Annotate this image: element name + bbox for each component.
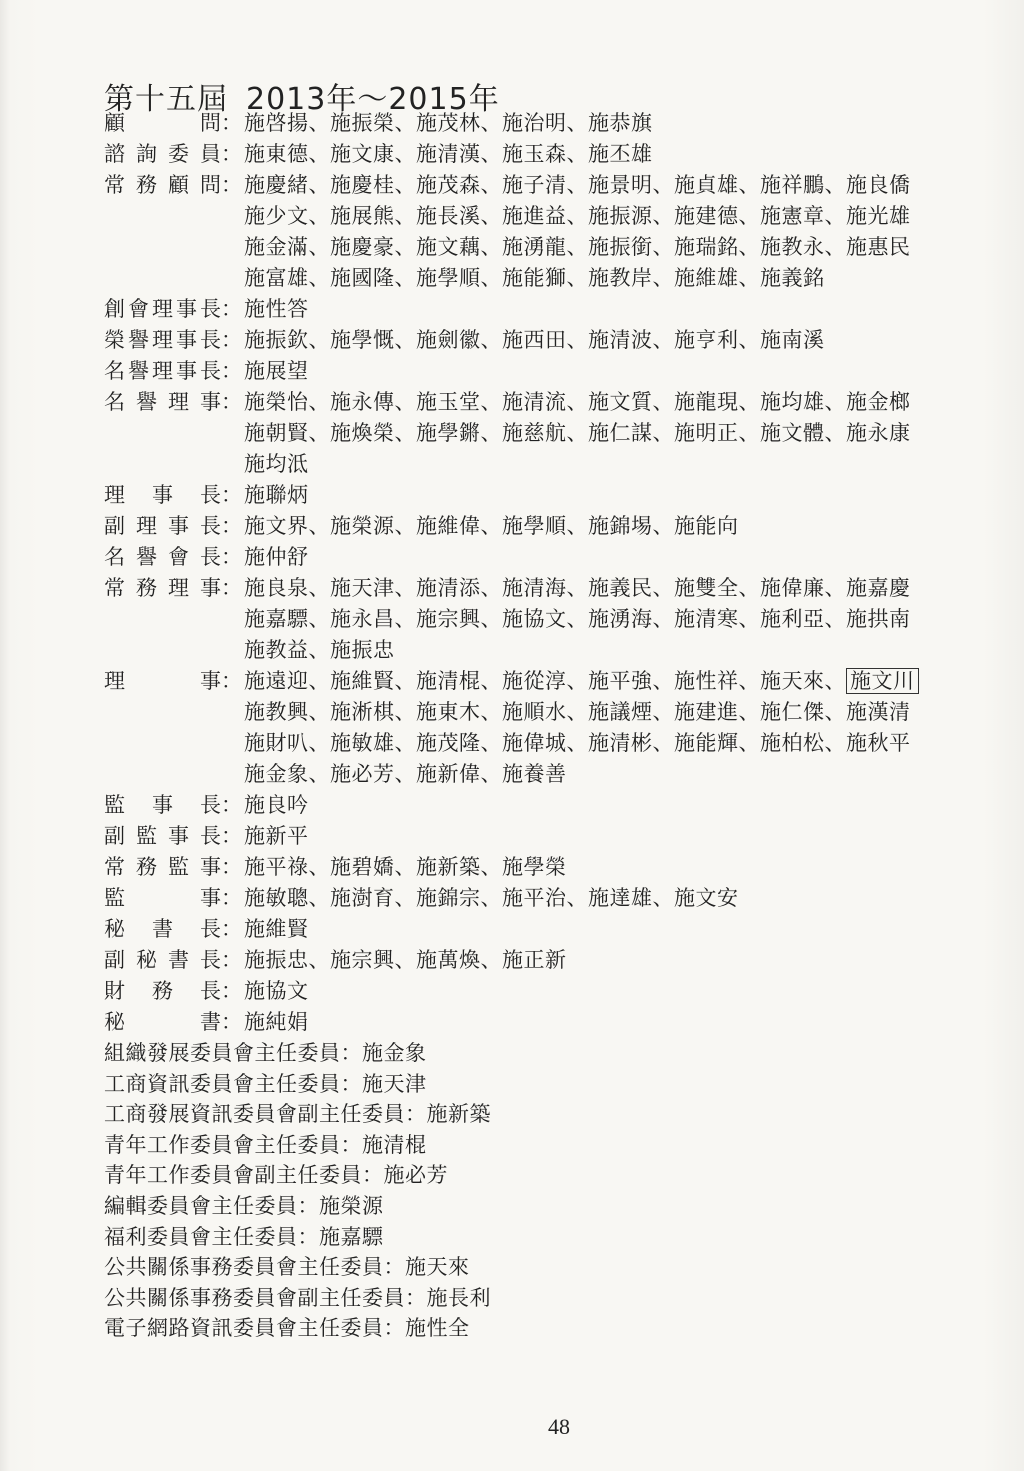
member-names <box>244 945 984 976</box>
member-names <box>244 325 984 356</box>
names-line <box>244 387 984 418</box>
label-colon: ： <box>221 297 242 321</box>
role-row <box>104 387 984 480</box>
names-line <box>244 976 984 1007</box>
names-line <box>244 418 984 449</box>
names-line <box>244 728 984 759</box>
label-colon: ： <box>221 142 242 166</box>
names-text: 施教興、施淅棋、施東木、施順水、施議煙、施建進、施仁傑、施漢清 <box>244 700 911 724</box>
names-line <box>244 325 984 356</box>
role-label-text: 秘書長 <box>104 917 221 941</box>
names-line <box>244 449 984 480</box>
role-row <box>104 945 984 976</box>
names-line <box>244 697 984 728</box>
role-row <box>104 170 984 294</box>
role-label-text: 副監事長 <box>104 824 221 848</box>
label-colon: ： <box>221 390 242 414</box>
member-names <box>244 108 984 139</box>
role-label-text: 財務長 <box>104 979 221 1003</box>
names-text: 施金滿、施慶豪、施文藕、施湧龍、施振銜、施瑞銘、施教永、施惠民 <box>244 235 911 259</box>
role-list <box>104 108 984 1344</box>
committee-row: 青年工作委員會副主任委員：施必芳 <box>104 1163 448 1188</box>
role-row <box>104 821 984 852</box>
member-names <box>244 511 984 542</box>
names-line <box>244 914 984 945</box>
role-row <box>104 480 984 511</box>
role-label <box>104 821 244 852</box>
label-colon: ： <box>221 514 242 538</box>
member-names <box>244 387 984 480</box>
role-label <box>104 914 244 945</box>
label-colon: ： <box>221 483 242 507</box>
names-text: 施新平 <box>244 824 309 848</box>
names-text: 施良吟 <box>244 793 309 817</box>
boxed-name: 施文川 <box>846 668 919 694</box>
role-label-text: 常務監事 <box>104 855 221 879</box>
role-label <box>104 666 244 697</box>
names-line <box>244 604 984 635</box>
committee-row: 公共關係事務委員會主任委員：施天來 <box>104 1255 470 1280</box>
committee-row: 福利委員會主任委員：施嘉驃 <box>104 1224 384 1249</box>
role-row <box>104 325 984 356</box>
role-row <box>104 976 984 1007</box>
names-text: 施仲舒 <box>244 545 309 569</box>
label-colon: ： <box>221 917 242 941</box>
role-row <box>104 914 984 945</box>
label-colon: ： <box>221 328 242 352</box>
role-row <box>104 790 984 821</box>
names-text: 施均泜 <box>244 452 309 476</box>
committee-row: 工商發展資訊委員會副主任委員：施新築 <box>104 1102 491 1127</box>
member-names <box>244 1007 984 1038</box>
member-names <box>244 790 984 821</box>
names-text: 施富雄、施國隆、施學順、施能獅、施教岸、施維雄、施義銘 <box>244 266 825 290</box>
member-names <box>244 914 984 945</box>
label-colon: ： <box>221 979 242 1003</box>
role-label-text: 監事長 <box>104 793 221 817</box>
committee-row: 組織發展委員會主任委員：施金象 <box>104 1041 427 1065</box>
names-text: 施展望 <box>244 359 309 383</box>
role-label <box>104 108 244 139</box>
label-colon: ： <box>221 793 242 817</box>
label-colon: ： <box>221 576 242 600</box>
member-names <box>244 666 984 790</box>
role-label-text: 創會理事長 <box>104 297 221 321</box>
names-line <box>244 263 984 294</box>
names-line <box>244 139 984 170</box>
role-label <box>104 139 244 170</box>
names-line <box>244 666 984 697</box>
names-line <box>244 945 984 976</box>
label-colon: ： <box>221 545 242 569</box>
member-names <box>244 139 984 170</box>
member-names <box>244 821 984 852</box>
role-label <box>104 790 244 821</box>
role-row <box>104 573 984 666</box>
names-line <box>244 821 984 852</box>
label-colon: ： <box>221 824 242 848</box>
role-label <box>104 387 244 418</box>
names-text: 施榮怡、施永傳、施玉堂、施清流、施文質、施龍現、施均雄、施金榔 <box>244 390 911 414</box>
names-text: 施性答 <box>244 297 309 321</box>
names-text: 施慶緒、施慶桂、施茂森、施子清、施景明、施貞雄、施祥鵬、施良僑 <box>244 173 911 197</box>
label-colon: ： <box>221 1010 242 1034</box>
role-label-text: 監事 <box>104 886 221 910</box>
role-row <box>104 1007 984 1038</box>
names-text: 施少文、施展熊、施長溪、施進益、施振源、施建德、施憲章、施光雄 <box>244 204 911 228</box>
names-line <box>244 852 984 883</box>
term-title: 第十五屆 <box>104 82 228 117</box>
role-label-text: 常務理事 <box>104 576 221 600</box>
role-label <box>104 170 244 201</box>
role-label-text: 名譽理事 <box>104 390 221 414</box>
names-text: 施敏聰、施澍育、施錦宗、施平治、施達雄、施文安 <box>244 886 739 910</box>
role-label <box>104 480 244 511</box>
member-names <box>244 976 984 1007</box>
committee-row: 編輯委員會主任委員：施榮源 <box>104 1193 384 1218</box>
names-line <box>244 480 984 511</box>
member-names <box>244 883 984 914</box>
names-line <box>244 790 984 821</box>
label-colon: ： <box>221 111 242 135</box>
names-text: 施振欽、施學慨、施劍徽、施西田、施清波、施亨利、施南溪 <box>244 328 825 352</box>
role-row <box>104 356 984 387</box>
member-names <box>244 480 984 511</box>
role-label <box>104 1007 244 1038</box>
role-label-text: 秘書 <box>104 1010 221 1034</box>
names-line <box>244 759 984 790</box>
committee-row: 公共關係事務委員會副主任委員：施長利 <box>104 1285 491 1310</box>
role-label-text: 顧問 <box>104 111 221 135</box>
names-line <box>244 511 984 542</box>
label-colon: ： <box>221 855 242 879</box>
term-years: 2013年～2015年 <box>246 82 500 117</box>
role-label-text: 榮譽理事長 <box>104 328 221 352</box>
names-text: 施良泉、施天津、施清添、施清海、施義民、施雙全、施偉廉、施嘉慶 <box>244 576 911 600</box>
member-names <box>244 170 984 294</box>
role-row <box>104 139 984 170</box>
names-line <box>244 108 984 139</box>
names-line <box>244 201 984 232</box>
role-label <box>104 542 244 573</box>
role-label-text: 理事 <box>104 669 221 693</box>
role-label <box>104 976 244 1007</box>
names-line <box>244 294 984 325</box>
label-colon: ： <box>221 359 242 383</box>
role-label-text: 副秘書長 <box>104 948 221 972</box>
role-label <box>104 356 244 387</box>
role-label <box>104 511 244 542</box>
role-row <box>104 542 984 573</box>
names-line <box>244 1007 984 1038</box>
names-text: 施朝賢、施煥榮、施學鏘、施慈航、施仁謀、施明正、施文體、施永康 <box>244 421 911 445</box>
role-label-text: 名譽理事長 <box>104 359 221 383</box>
role-row <box>104 511 984 542</box>
role-label <box>104 883 244 914</box>
member-names <box>244 542 984 573</box>
member-names <box>244 573 984 666</box>
names-line <box>244 170 984 201</box>
page-number: 48 <box>548 1414 570 1439</box>
role-label <box>104 852 244 883</box>
names-line <box>244 542 984 573</box>
member-names <box>244 852 984 883</box>
member-names <box>244 356 984 387</box>
role-label <box>104 325 244 356</box>
names-text: 施嘉驃、施永昌、施宗興、施協文、施湧海、施清寒、施利亞、施拱南 <box>244 607 911 631</box>
role-label <box>104 294 244 325</box>
names-text: 施維賢 <box>244 917 309 941</box>
role-label-text: 副理事長 <box>104 514 221 538</box>
names-text: 施東德、施文康、施清漢、施玉森、施丕雄 <box>244 142 653 166</box>
role-row <box>104 852 984 883</box>
names-text: 施文界、施榮源、施維偉、施學順、施錦埸、施能向 <box>244 514 739 538</box>
role-label-text: 名譽會長 <box>104 545 221 569</box>
names-text: 施財叭、施敏雄、施茂隆、施偉城、施清彬、施能輝、施柏松、施秋平 <box>244 731 911 755</box>
committee-row: 青年工作委員會主任委員：施清棍 <box>104 1132 427 1157</box>
role-row <box>104 883 984 914</box>
names-text: 施聯炳 <box>244 483 309 507</box>
names-line <box>244 883 984 914</box>
role-label-text: 常務顧問 <box>104 173 221 197</box>
names-text: 施教益、施振忠 <box>244 638 395 662</box>
names-line <box>244 356 984 387</box>
label-colon: ： <box>221 669 242 693</box>
role-row <box>104 666 984 790</box>
role-row <box>104 108 984 139</box>
role-label-text: 諮詢委員 <box>104 142 221 166</box>
names-text: 施協文 <box>244 979 309 1003</box>
label-colon: ： <box>221 173 242 197</box>
member-names <box>244 294 984 325</box>
names-line <box>244 635 984 666</box>
label-colon: ： <box>221 886 242 910</box>
committee-row: 電子網路資訊委員會主任委員：施性全 <box>104 1316 470 1341</box>
role-label <box>104 573 244 604</box>
names-line <box>244 573 984 604</box>
names-text: 施純娟 <box>244 1010 309 1034</box>
committee-row: 工商資訊委員會主任委員：施天津 <box>104 1071 427 1096</box>
names-line <box>244 232 984 263</box>
names-text: 施振忠、施宗興、施萬煥、施正新 <box>244 948 567 972</box>
names-text: 施平祿、施碧嬌、施新築、施學榮 <box>244 855 567 879</box>
names-text: 施啓揚、施振榮、施茂林、施治明、施恭旗 <box>244 111 653 135</box>
role-label <box>104 945 244 976</box>
role-label-text: 理事長 <box>104 483 221 507</box>
label-colon: ： <box>221 948 242 972</box>
names-text: 施遠迎、施維賢、施清棍、施從淳、施平強、施性祥、施天來、 <box>244 669 846 693</box>
role-row <box>104 294 984 325</box>
names-text: 施金象、施必芳、施新偉、施養善 <box>244 762 567 786</box>
